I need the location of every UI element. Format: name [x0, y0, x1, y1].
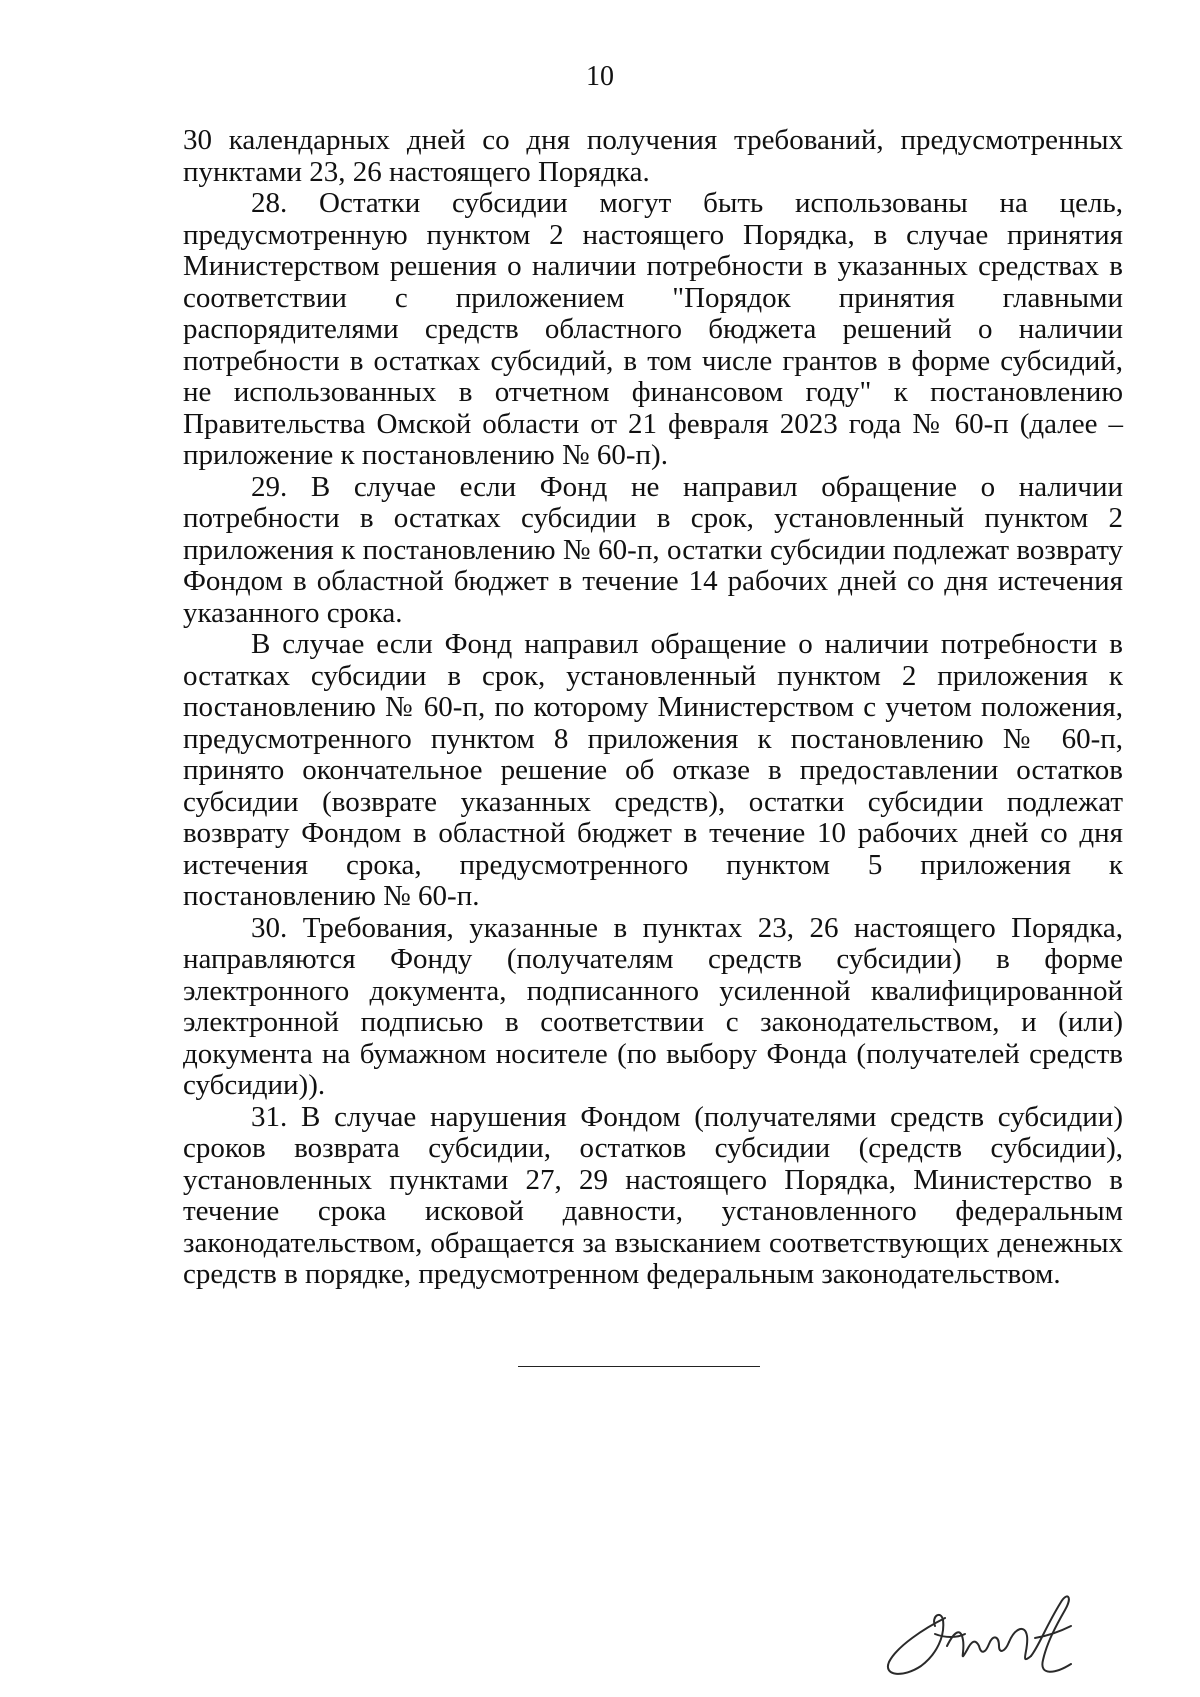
paragraph-continuation: 30 календарных дней со дня получения требований, предусмотренных пунктами 23, 26 настоящего Порядка.: [183, 124, 1123, 188]
handwritten-signature: [875, 1580, 1090, 1685]
page-number: 10: [586, 61, 614, 92]
paragraph-31: 31. В случае нарушения Фондом (получателями средств субсидии) сроков возврата субсидии, остатков субсидии (средств субсидии), установленных пунктами 27, 29 настоящего Порядка, Министерство в течение срока исковой давности, установленного федеральным законодательством, обращается за взысканием соответствующих денежных средств в порядке, предусмотренном федеральным законодательством.: [183, 1100, 1123, 1290]
paragraph-29-part-2: В случае если Фонд направил обращение о наличии потребности в остатках субсидии в срок, установленный пунктом 2 приложения к постановлению № 60-п, по которому Министерством с учетом положения, предусмотренного пунктом 8 приложения к постановлению № 60-п, принято окончательное решение об отказе в предоставлении остатков субсидии (возврате указанных средств), остатки субсидии подлежат возврату Фондом в областной бюджет в течение 10 рабочих дней со дня истечения срока, предусмотренного пунктом 5 приложения к постановлению № 60-п.: [183, 628, 1123, 912]
paragraph-29: 29. В случае если Фонд не направил обращение о наличии потребности в остатках субсидии в срок, установленный пунктом 2 приложения к постановлению № 60-п, остатки субсидии подлежат возврату Фондом в областной бюджет в течение 14 рабочих дней со дня истечения указанного срока.: [183, 470, 1123, 629]
end-of-text-rule: [518, 1366, 760, 1367]
paragraph-28: 28. Остатки субсидии могут быть использованы на цель, предусмотренную пунктом 2 настоящего Порядка, в случае принятия Министерством решения о наличии потребности в указанных средствах в соответствии с приложением "Порядок принятия главными распорядителями средств областного бюджета решений о наличии потребности в остатках субсидий, в том числе грантов в форме субсидий, не использованных в отчетном финансовом году" к постановлению Правительства Омской области от 21 февраля 2023 года № 60-п (далее – приложение к постановлению № 60-п).: [183, 187, 1123, 471]
document-body: [183, 125, 1123, 1291]
paragraph-30: 30. Требования, указанные в пунктах 23, 26 настоящего Порядка, направляются Фонду (получателям средств субсидии) в форме электронного документа, подписанного усиленной квалифицированной электронной подписью в соответствии с законодательством, и (или) документа на бумажном носителе (по выбору Фонда (получателей средств субсидии)).: [183, 911, 1123, 1101]
